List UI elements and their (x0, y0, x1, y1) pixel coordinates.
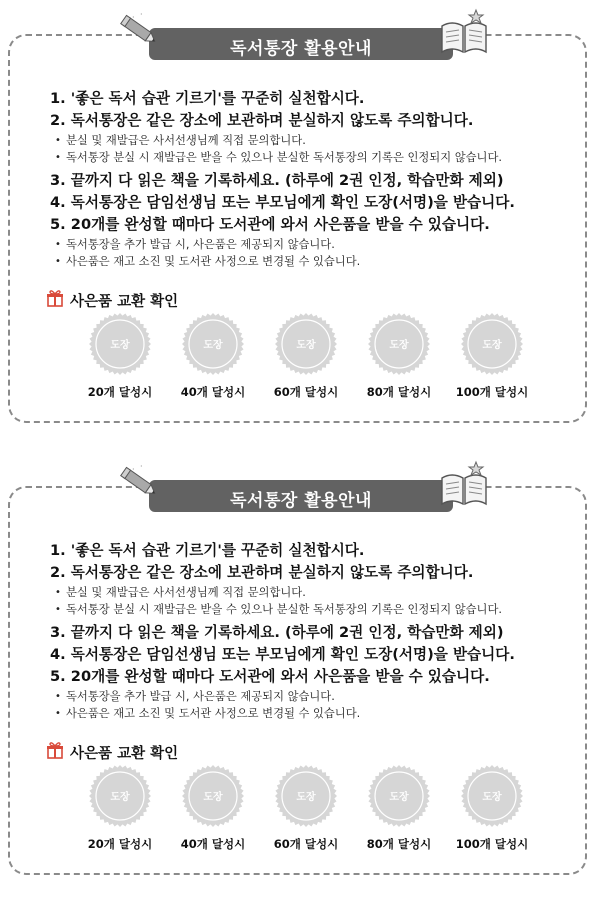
rule-body: 독서통장은 담임선생님 또는 부모님에게 확인 도장(서명)을 받습니다. (70, 646, 515, 663)
rule-number: 5. (50, 216, 66, 233)
stamp-circle[interactable] (460, 312, 524, 376)
rule-number: 1. (50, 542, 66, 559)
stamp-circle[interactable] (460, 764, 524, 828)
rule-subs (50, 584, 570, 618)
rule-number: 5. (50, 668, 66, 685)
svg-text:·: · (140, 462, 143, 471)
stamp-slot[interactable] (173, 312, 253, 400)
rule-body: '좋은 독서 습관 기르기'를 꾸준히 실천합시다. (70, 542, 365, 559)
guide-section (0, 452, 600, 892)
stamp-circle[interactable] (274, 764, 338, 828)
title-banner (149, 28, 453, 60)
rule-text (50, 214, 570, 236)
stamp-label: 도장 (389, 340, 409, 351)
gift-heading (46, 289, 178, 311)
stamp-label: 도장 (110, 792, 130, 803)
stamp-label: 도장 (203, 340, 223, 351)
stamp-circle[interactable] (88, 312, 152, 376)
rule-item (50, 110, 570, 166)
rule-body: 20개를 완성할 때마다 도서관에 와서 사은품을 받을 수 있습니다. (70, 216, 490, 233)
stamp-label: 도장 (389, 792, 409, 803)
stamp-caption: 40개 달성시 (180, 385, 246, 399)
rule-item (50, 170, 570, 192)
rule-body: 독서통장은 같은 장소에 보관하며 분실하지 않도록 주의합니다. (70, 112, 474, 129)
stamp-label: 도장 (482, 340, 502, 351)
rule-item (50, 540, 570, 562)
gift-title: 사은품 교환 확인 (70, 293, 179, 310)
rule-text (50, 644, 570, 666)
stamp-slot[interactable] (452, 764, 532, 852)
stamp-circle[interactable] (181, 764, 245, 828)
stamp-row (80, 764, 540, 854)
stamp-caption: 100개 달성시 (455, 385, 529, 399)
rule-body: 독서통장은 담임선생님 또는 부모님에게 확인 도장(서명)을 받습니다. (70, 194, 515, 211)
stamp-circle[interactable] (274, 312, 338, 376)
rule-item (50, 666, 570, 722)
rule-body: '좋은 독서 습관 기르기'를 꾸준히 실천합시다. (70, 90, 365, 107)
stamp-caption: 40개 달성시 (180, 837, 246, 851)
stamp-caption: 100개 달성시 (455, 837, 529, 851)
rule-sub-item: • 독서통장을 추가 발급 시, 사은품은 제공되지 않습니다. (50, 236, 570, 253)
rule-text (50, 110, 570, 132)
rule-body: 20개를 완성할 때마다 도서관에 와서 사은품을 받을 수 있습니다. (70, 668, 490, 685)
page-title: 독서통장 활용안내 (230, 39, 372, 59)
rule-sub-item: • 사은품은 재고 소진 및 도서관 사정으로 변경될 수 있습니다. (50, 705, 570, 722)
rule-text (50, 540, 570, 562)
rule-item (50, 562, 570, 618)
rule-sub-item: • 분실 및 재발급은 사서선생님께 직접 문의합니다. (50, 132, 570, 149)
pencil-icon (118, 10, 162, 56)
stamp-circle[interactable] (367, 764, 431, 828)
rules-list (50, 540, 570, 726)
rule-sub-item: • 사은품은 재고 소진 및 도서관 사정으로 변경될 수 있습니다. (50, 253, 570, 270)
stamp-slot[interactable] (80, 764, 160, 852)
rule-sub-item: • 독서통장 분실 시 재발급은 받을 수 있으나 분실한 독서통장의 기록은 인정되지 않습니다. (50, 149, 570, 166)
stamp-slot[interactable] (266, 312, 346, 400)
open-book-icon (438, 6, 490, 62)
stamp-circle[interactable] (88, 764, 152, 828)
rule-number: 1. (50, 90, 66, 107)
pencil-icon (118, 462, 162, 508)
stamp-slot[interactable] (452, 312, 532, 400)
rule-number: 4. (50, 194, 66, 211)
rule-text (50, 666, 570, 688)
gift-heading (46, 741, 178, 763)
rule-number: 2. (50, 112, 66, 129)
rule-sub-item: • 분실 및 재발급은 사서선생님께 직접 문의합니다. (50, 584, 570, 601)
rule-subs (50, 236, 570, 270)
stamp-label: 도장 (482, 792, 502, 803)
rule-item (50, 88, 570, 110)
stamp-slot[interactable] (359, 312, 439, 400)
stamp-label: 도장 (296, 340, 316, 351)
rule-number: 4. (50, 646, 66, 663)
rule-text (50, 192, 570, 214)
stamp-caption: 60개 달성시 (273, 385, 339, 399)
rule-item (50, 644, 570, 666)
stamp-row (80, 312, 540, 402)
gift-title: 사은품 교환 확인 (70, 745, 179, 762)
rule-item (50, 214, 570, 270)
svg-text:·: · (132, 465, 135, 474)
rule-body: 끝까지 다 읽은 책을 기록하세요. (하루에 2권 인정, 학습만화 제외) (70, 172, 504, 189)
title-banner (149, 480, 453, 512)
gift-icon (46, 741, 64, 763)
rule-subs (50, 688, 570, 722)
rule-text (50, 562, 570, 584)
rule-text (50, 88, 570, 110)
rule-body: 독서통장은 같은 장소에 보관하며 분실하지 않도록 주의합니다. (70, 564, 474, 581)
stamp-slot[interactable] (359, 764, 439, 852)
open-book-icon (438, 458, 490, 514)
stamp-caption: 20개 달성시 (87, 837, 153, 851)
rules-list (50, 88, 570, 274)
stamp-caption: 80개 달성시 (366, 385, 432, 399)
page-title: 독서통장 활용안내 (230, 491, 372, 511)
stamp-caption: 60개 달성시 (273, 837, 339, 851)
rule-body: 끝까지 다 읽은 책을 기록하세요. (하루에 2권 인정, 학습만화 제외) (70, 624, 504, 641)
stamp-slot[interactable] (80, 312, 160, 400)
stamp-caption: 20개 달성시 (87, 385, 153, 399)
rule-number: 2. (50, 564, 66, 581)
rule-item (50, 622, 570, 644)
rule-subs (50, 132, 570, 166)
stamp-circle[interactable] (367, 312, 431, 376)
rule-sub-item: • 독서통장 분실 시 재발급은 받을 수 있으나 분실한 독서통장의 기록은 인정되지 않습니다. (50, 601, 570, 618)
stamp-label: 도장 (296, 792, 316, 803)
svg-text:·: · (140, 10, 143, 19)
stamp-slot[interactable] (173, 764, 253, 852)
guide-section (0, 0, 600, 440)
rule-sub-item: • 독서통장을 추가 발급 시, 사은품은 제공되지 않습니다. (50, 688, 570, 705)
gift-icon (46, 289, 64, 311)
stamp-label: 도장 (110, 340, 130, 351)
svg-text:·: · (132, 13, 135, 22)
rule-text (50, 622, 570, 644)
stamp-slot[interactable] (266, 764, 346, 852)
rule-number: 3. (50, 172, 66, 189)
stamp-circle[interactable] (181, 312, 245, 376)
stamp-label: 도장 (203, 792, 223, 803)
stamp-caption: 80개 달성시 (366, 837, 432, 851)
rule-number: 3. (50, 624, 66, 641)
rule-item (50, 192, 570, 214)
rule-text (50, 170, 570, 192)
